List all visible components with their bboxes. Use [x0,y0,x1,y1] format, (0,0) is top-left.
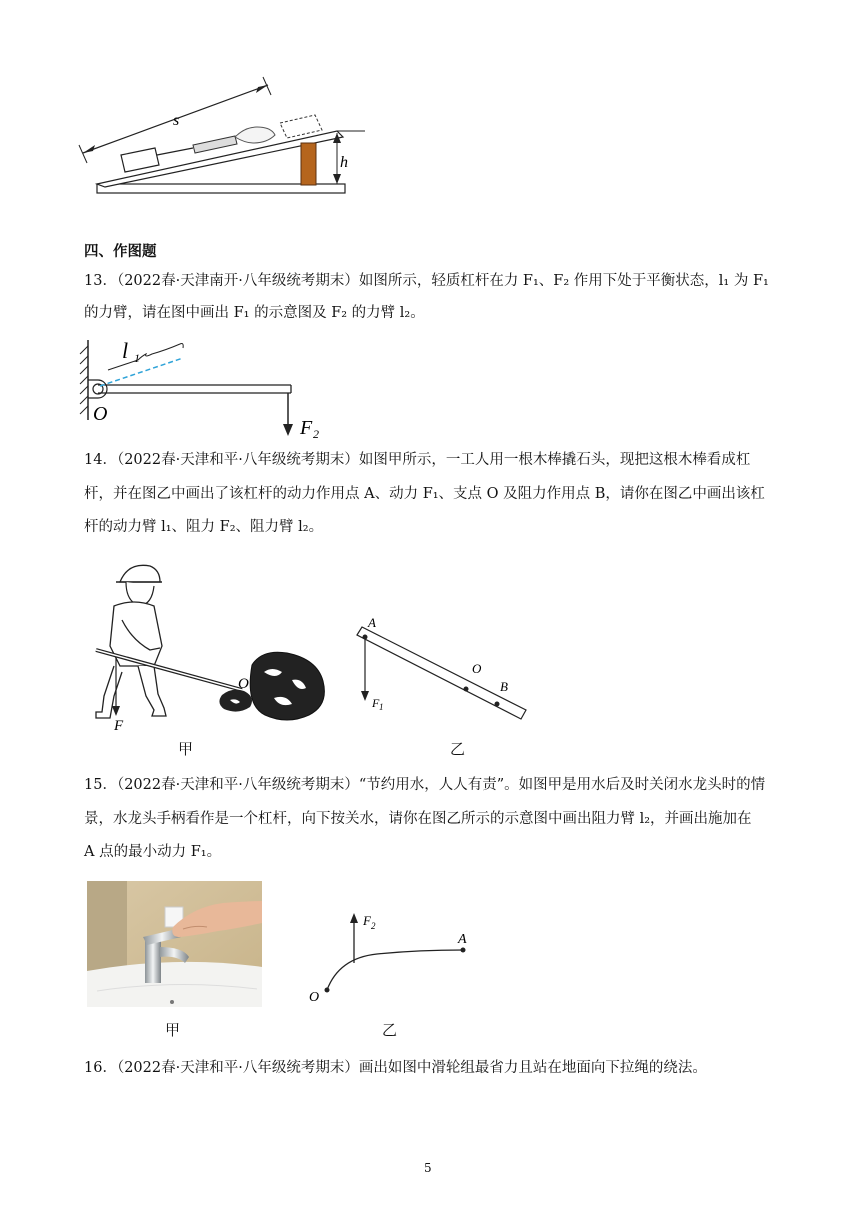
q14-b-label-A: A [368,615,376,630]
q14-a-label-F: F [114,718,124,734]
q14-b-label-O: O [472,661,482,676]
q15-lever-diagram [305,905,480,1005]
q13-text-line1: 13．（2022春·天津南开·八年级统考期末）如图所示，轻质杠杆在力 F₁、F₂ 作用下处于平衡状态，l₁ 为 F₁ [84,273,769,289]
q13-lever-figure [78,340,338,440]
q15-b-label-A: A [458,932,467,947]
q13-label-l1: l [122,338,129,363]
q15-b-label-O: O [309,990,320,1005]
q14-text-line3: 杆的动力臂 l₁、阻力 F₂、阻力臂 l₂。 [84,519,324,535]
q15-caption-b: 乙 [382,1021,398,1039]
incline-figure [75,75,365,200]
q15-text-line3: A 点的最小动力 F₁。 [84,844,222,860]
page-number: 5 [424,1161,432,1175]
q14-worker-figure [92,560,342,740]
q14-a-label-O: O [238,676,249,692]
q14-b-label-B: B [500,679,508,694]
q15-b-label-F2-sub: 2 [371,921,376,931]
q13-label-F2: F [300,417,313,439]
q15-text-line2: 景，水龙头手柄看作是一个杠杆，向下按关水，请你在图乙所示的示意图中画出阻力臂 l₂，并画出施加在 [84,811,752,827]
section-title: 四、作图题 [84,244,157,260]
q15-b-label-F2: F [363,913,371,928]
q16-text-line1: 16．（2022春·天津和平·八年级统考期末）画出如图中滑轮组最省力且站在地面向下拉绳的绕法。 [84,1060,707,1076]
q15-faucet-photo [87,881,262,1007]
q14-text-line1: 14．（2022春·天津和平·八年级统考期末）如图甲所示，一工人用一根木棒撬石头，现把这根木棒看成杠 [84,452,751,468]
label-s: s [173,112,180,129]
q13-label-F2-sub: 2 [313,427,319,441]
q15-text-line1: 15．（2022春·天津和平·八年级统考期末）“节约用水，人人有责”。如图甲是用水后及时关闭水龙头时的情 [84,777,766,793]
q13-text-line2: 的力臂，请在图中画出 F₁ 的示意图及 F₂ 的力臂 l₂。 [84,305,425,321]
q14-b-label-F1: F [372,696,380,710]
q15-caption-a: 甲 [165,1021,181,1039]
q14-lever-diagram [350,615,535,725]
q14-caption-a: 甲 [178,740,194,758]
q13-label-l1-sub: 1 [134,351,140,365]
q14-text-line2: 杆，并在图乙中画出了该杠杆的动力作用点 A、动力 F₁、支点 O 及阻力作用点 B，请你在图乙中画出该杠 [84,486,765,502]
q13-label-O: O [93,403,108,425]
q14-b-label-F1-sub: 1 [379,702,384,712]
label-h: h [340,154,348,171]
q14-caption-b: 乙 [450,740,466,758]
